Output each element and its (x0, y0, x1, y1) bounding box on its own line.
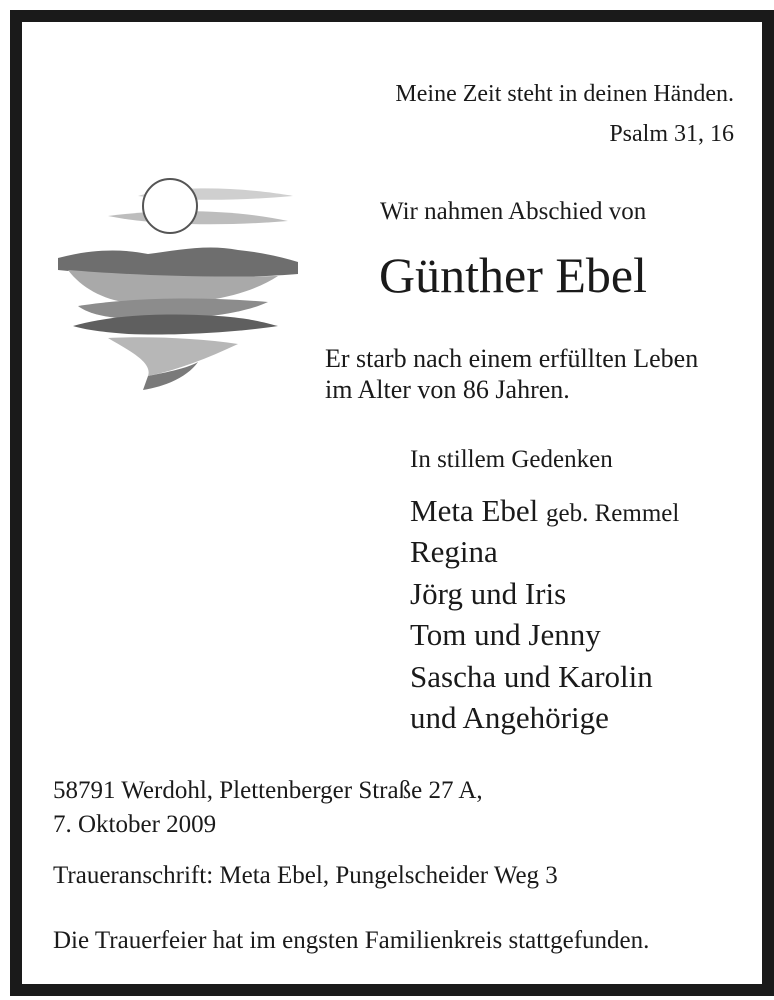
family-member: Jörg und Iris (410, 576, 567, 611)
bible-verse: Meine Zeit steht in deinen Händen. (395, 81, 734, 107)
family-member: Tom und Jenny (410, 617, 601, 652)
family-member: und Angehörige (410, 700, 609, 735)
widow-born-name: geb. Remmel (546, 500, 680, 527)
death-statement-line1: Er starb nach einem erfüllten Leben (325, 344, 699, 373)
death-statement-line2: im Alter von 86 Jahren. (325, 375, 570, 404)
family-widow (410, 495, 679, 526)
funeral-note: Die Trauerfeier hat im engsten Familienkreis stattgefunden. (53, 927, 650, 954)
family-member: Sascha und Karolin (410, 659, 653, 694)
verse-reference: Psalm 31, 16 (609, 121, 734, 147)
widow-name: Meta Ebel (410, 493, 539, 528)
address-line: 58791 Werdohl, Plettenberger Straße 27 A, (53, 777, 483, 804)
sun-landscape-illustration (48, 166, 298, 396)
farewell-intro: Wir nahmen Abschied von (380, 198, 647, 225)
memorial-phrase: In stillem Gedenken (410, 446, 613, 473)
family-member: Regina (410, 534, 498, 569)
notice-frame (10, 10, 774, 996)
mourning-address: Traueranschrift: Meta Ebel, Pungelscheider Weg 3 (53, 862, 558, 889)
deceased-name: Günther Ebel (379, 247, 647, 303)
date-line: 7. Oktober 2009 (53, 811, 217, 838)
